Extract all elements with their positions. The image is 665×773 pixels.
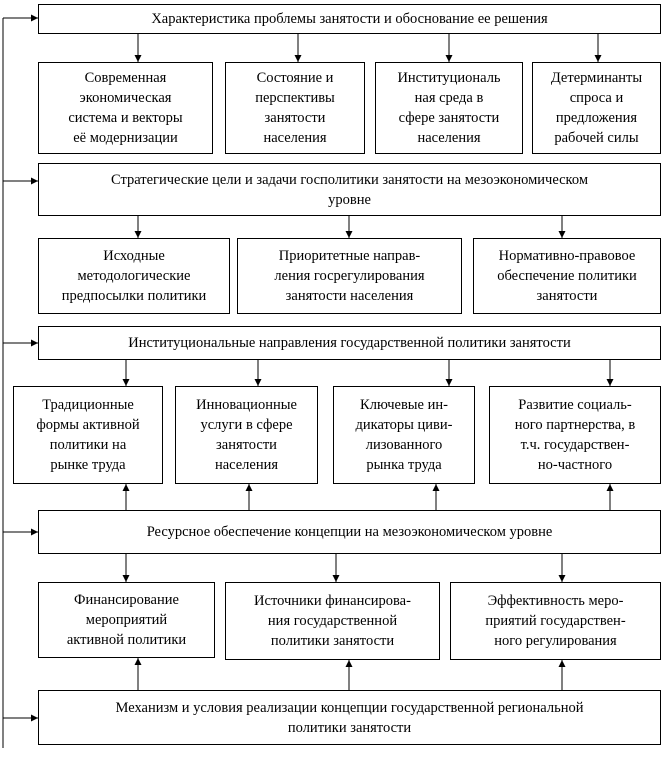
box-employment-state: Состояние и перспективы занятости населения	[225, 62, 365, 154]
box-implementation-mechanism: Механизм и условия реализации концепции государственной региональной политики занятости	[38, 690, 661, 745]
box-strategic-goals: Стратегические цели и задачи госполитики занятости на мезоэкономическом уровне	[38, 163, 661, 216]
box-institutional-directions: Институциональные направления государственной политики занятости	[38, 326, 661, 360]
box-labor-demand-determinants: Детерминанты спроса и предложения рабочей силы	[532, 62, 661, 154]
box-regulation-efficiency: Эффективность меро- приятий государствен- ного регулирования	[450, 582, 661, 660]
box-modern-economic-system: Современная экономическая система и векторы её модернизации	[38, 62, 213, 154]
box-institutional-environment: Институциональ ная среда в сфере занятости населения	[375, 62, 523, 154]
box-social-partnership: Развитие социаль- ного партнерства, в т.ч. государствен- но-частного	[489, 386, 661, 484]
box-priority-directions: Приоритетные направ- ления госрегулирования занятости населения	[237, 238, 462, 314]
box-legal-support: Нормативно-правовое обеспечение политики занятости	[473, 238, 661, 314]
box-resource-support: Ресурсное обеспечение концепции на мезоэкономическом уровне	[38, 510, 661, 554]
box-financing-sources: Источники финансирова- ния государственной политики занятости	[225, 582, 440, 660]
box-innovative-services: Инновационные услуги в сфере занятости населения	[175, 386, 318, 484]
box-traditional-forms: Традиционные формы активной политики на рынке труда	[13, 386, 163, 484]
box-methodological-premises: Исходные методологические предпосылки политики	[38, 238, 230, 314]
box-problem-characteristic: Характеристика проблемы занятости и обоснование ее решения	[38, 4, 661, 34]
box-key-indicators: Ключевые ин- дикаторы циви- лизованного рынка труда	[333, 386, 475, 484]
box-financing-measures: Финансирование мероприятий активной политики	[38, 582, 215, 658]
